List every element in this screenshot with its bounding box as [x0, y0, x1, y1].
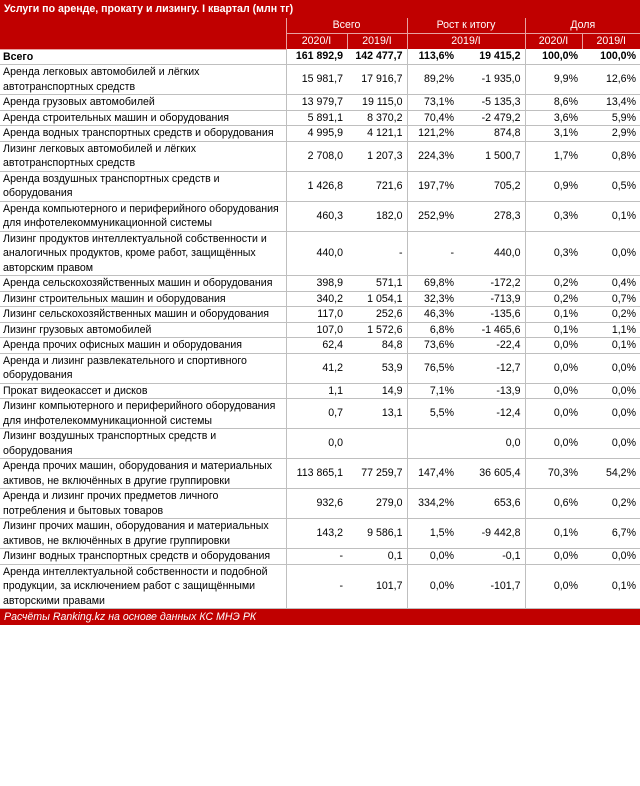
cell-share-2019: 13,4% — [582, 95, 640, 111]
cell-share-2020: 3,6% — [525, 110, 582, 126]
row-name: Аренда легковых автомобилей и лёгких автотранспортных средств — [0, 65, 286, 95]
cell-growth-pct: 224,3% — [407, 141, 458, 171]
cell-total-2019: 19 115,0 — [347, 95, 407, 111]
table-row — [0, 141, 640, 171]
row-name: Аренда сельскохозяйственных машин и оборудования — [0, 276, 286, 292]
header-group-total: Всего — [286, 18, 407, 34]
table-title: Услуги по аренде, прокату и лизингу. I квартал (млн тг) — [0, 0, 640, 18]
table-body — [0, 49, 640, 609]
cell-share-2020: 0,9% — [525, 171, 582, 201]
header-share-2019: 2019/I — [582, 34, 640, 50]
cell-share-2020: 3,1% — [525, 126, 582, 142]
cell-growth-pct: 252,9% — [407, 201, 458, 231]
header-share-2020: 2020/I — [525, 34, 582, 50]
cell-total-2019: 8 370,2 — [347, 110, 407, 126]
cell-total-2020: 117,0 — [286, 307, 347, 323]
row-name: Аренда интеллектуальной собственности и подобной продукции, за исключением работ с защищёнными авторскими правами — [0, 564, 286, 609]
header-group-share: Доля — [525, 18, 640, 34]
cell-share-2020: 0,3% — [525, 231, 582, 276]
cell-growth-abs: -1 465,6 — [458, 322, 525, 338]
cell-total-2019: 0,1 — [347, 549, 407, 565]
row-name: Лизинг компьютерного и периферийного оборудования для инфотелекоммуникационной системы — [0, 399, 286, 429]
table-row — [0, 429, 640, 459]
cell-growth-abs: 0,0 — [458, 429, 525, 459]
cell-growth-abs: 874,8 — [458, 126, 525, 142]
row-name: Аренда компьютерного и периферийного оборудования для инфотелекоммуникационной системы — [0, 201, 286, 231]
cell-growth-abs: -13,9 — [458, 383, 525, 399]
cell-share-2019: 12,6% — [582, 65, 640, 95]
cell-growth-pct: 89,2% — [407, 65, 458, 95]
cell-total-2020: 340,2 — [286, 291, 347, 307]
cell-total-2020: 0,0 — [286, 429, 347, 459]
header-growth-2019: 2019/I — [407, 34, 525, 50]
cell-growth-pct — [407, 429, 458, 459]
cell-total-2020: - — [286, 564, 347, 609]
cell-share-2020: 0,1% — [525, 307, 582, 323]
table-row — [0, 459, 640, 489]
cell-growth-abs: -101,7 — [458, 564, 525, 609]
cell-total-2019: 4 121,1 — [347, 126, 407, 142]
cell-total-2019: 84,8 — [347, 338, 407, 354]
row-name: Аренда воздушных транспортных средств и оборудования — [0, 171, 286, 201]
cell-share-2019: 0,0% — [582, 399, 640, 429]
row-name: Лизинг строительных машин и оборудования — [0, 291, 286, 307]
cell-share-2020: 70,3% — [525, 459, 582, 489]
cell-share-2019: 0,7% — [582, 291, 640, 307]
cell-total-2020: 62,4 — [286, 338, 347, 354]
row-name: Всего — [0, 49, 286, 65]
cell-share-2019: 0,4% — [582, 276, 640, 292]
table-row — [0, 353, 640, 383]
cell-total-2019: 1 572,6 — [347, 322, 407, 338]
table-row — [0, 171, 640, 201]
cell-share-2020: 0,0% — [525, 564, 582, 609]
cell-share-2019: 100,0% — [582, 49, 640, 65]
cell-share-2020: 0,0% — [525, 383, 582, 399]
row-name: Лизинг легковых автомобилей и лёгких автотранспортных средств — [0, 141, 286, 171]
cell-total-2020: 107,0 — [286, 322, 347, 338]
cell-total-2019: 53,9 — [347, 353, 407, 383]
cell-total-2020: - — [286, 549, 347, 565]
cell-growth-pct: 32,3% — [407, 291, 458, 307]
cell-share-2020: 1,7% — [525, 141, 582, 171]
row-name: Аренда водных транспортных средств и оборудования — [0, 126, 286, 142]
row-name: Прокат видеокассет и дисков — [0, 383, 286, 399]
header-group-growth: Рост к итогу — [407, 18, 525, 34]
cell-share-2019: 0,0% — [582, 429, 640, 459]
table-row — [0, 383, 640, 399]
cell-total-2020: 1 426,8 — [286, 171, 347, 201]
row-name: Лизинг прочих машин, оборудования и материальных активов, не включённых в другие группировки — [0, 519, 286, 549]
cell-share-2019: 0,0% — [582, 231, 640, 276]
cell-total-2019: 182,0 — [347, 201, 407, 231]
cell-share-2019: 0,0% — [582, 353, 640, 383]
cell-growth-abs: -12,4 — [458, 399, 525, 429]
cell-share-2020: 0,2% — [525, 291, 582, 307]
cell-growth-pct: 0,0% — [407, 549, 458, 565]
row-name: Аренда строительных машин и оборудования — [0, 110, 286, 126]
cell-growth-pct: 0,0% — [407, 564, 458, 609]
table-row — [0, 291, 640, 307]
cell-share-2020: 9,9% — [525, 65, 582, 95]
cell-share-2020: 0,0% — [525, 338, 582, 354]
cell-growth-abs: -135,6 — [458, 307, 525, 323]
row-name: Лизинг сельскохозяйственных машин и оборудования — [0, 307, 286, 323]
cell-total-2020: 161 892,9 — [286, 49, 347, 65]
table-row — [0, 322, 640, 338]
cell-growth-pct: 7,1% — [407, 383, 458, 399]
cell-share-2019: 1,1% — [582, 322, 640, 338]
source-footnote: Расчёты Ranking.kz на основе данных КС МНЭ РК — [0, 609, 640, 625]
cell-share-2019: 6,7% — [582, 519, 640, 549]
cell-share-2020: 0,1% — [525, 519, 582, 549]
cell-total-2019: 13,1 — [347, 399, 407, 429]
cell-total-2020: 2 708,0 — [286, 141, 347, 171]
cell-share-2019: 0,1% — [582, 201, 640, 231]
cell-share-2019: 0,1% — [582, 564, 640, 609]
cell-share-2019: 0,1% — [582, 338, 640, 354]
table-row — [0, 95, 640, 111]
cell-growth-pct: 73,6% — [407, 338, 458, 354]
table-row — [0, 231, 640, 276]
table-row — [0, 489, 640, 519]
cell-growth-abs: -12,7 — [458, 353, 525, 383]
cell-growth-pct: 5,5% — [407, 399, 458, 429]
table-row — [0, 549, 640, 565]
row-name: Лизинг продуктов интеллектуальной собственности и аналогичных продуктов, кроме работ, защищённых авторским правом — [0, 231, 286, 276]
table-row — [0, 399, 640, 429]
cell-total-2019: 77 259,7 — [347, 459, 407, 489]
cell-total-2019: 721,6 — [347, 171, 407, 201]
cell-growth-abs: -1 935,0 — [458, 65, 525, 95]
cell-share-2020: 0,0% — [525, 353, 582, 383]
cell-total-2020: 143,2 — [286, 519, 347, 549]
header-total-2020: 2020/I — [286, 34, 347, 50]
cell-share-2019: 0,8% — [582, 141, 640, 171]
table-row — [0, 201, 640, 231]
cell-growth-abs: -2 479,2 — [458, 110, 525, 126]
cell-total-2019: 101,7 — [347, 564, 407, 609]
cell-total-2020: 398,9 — [286, 276, 347, 292]
cell-growth-pct: - — [407, 231, 458, 276]
cell-total-2019: 1 054,1 — [347, 291, 407, 307]
cell-growth-abs: -713,9 — [458, 291, 525, 307]
cell-share-2020: 0,1% — [525, 322, 582, 338]
cell-total-2019: - — [347, 231, 407, 276]
table-row — [0, 564, 640, 609]
cell-share-2020: 0,2% — [525, 276, 582, 292]
cell-growth-pct: 46,3% — [407, 307, 458, 323]
data-table — [0, 18, 640, 609]
cell-total-2020: 1,1 — [286, 383, 347, 399]
cell-total-2020: 13 979,7 — [286, 95, 347, 111]
cell-growth-abs: 278,3 — [458, 201, 525, 231]
cell-growth-abs: -5 135,3 — [458, 95, 525, 111]
cell-growth-abs: 440,0 — [458, 231, 525, 276]
cell-total-2019: 252,6 — [347, 307, 407, 323]
cell-growth-abs: -9 442,8 — [458, 519, 525, 549]
cell-total-2020: 932,6 — [286, 489, 347, 519]
cell-total-2020: 113 865,1 — [286, 459, 347, 489]
cell-growth-abs: 19 415,2 — [458, 49, 525, 65]
cell-growth-pct: 76,5% — [407, 353, 458, 383]
table-row — [0, 307, 640, 323]
cell-share-2020: 0,0% — [525, 429, 582, 459]
cell-growth-abs: 705,2 — [458, 171, 525, 201]
cell-growth-abs: -22,4 — [458, 338, 525, 354]
cell-share-2019: 2,9% — [582, 126, 640, 142]
header-name-blank — [0, 18, 286, 49]
cell-growth-pct: 147,4% — [407, 459, 458, 489]
cell-growth-abs: -0,1 — [458, 549, 525, 565]
header-total-2019: 2019/I — [347, 34, 407, 50]
cell-share-2020: 100,0% — [525, 49, 582, 65]
cell-growth-pct: 197,7% — [407, 171, 458, 201]
cell-total-2020: 440,0 — [286, 231, 347, 276]
cell-growth-pct: 6,8% — [407, 322, 458, 338]
cell-share-2019: 0,5% — [582, 171, 640, 201]
cell-growth-abs: -172,2 — [458, 276, 525, 292]
cell-total-2019: 571,1 — [347, 276, 407, 292]
table-row — [0, 65, 640, 95]
cell-share-2020: 0,0% — [525, 549, 582, 565]
cell-share-2020: 8,6% — [525, 95, 582, 111]
cell-total-2019: 142 477,7 — [347, 49, 407, 65]
row-name: Аренда и лизинг развлекательного и спортивного оборудования — [0, 353, 286, 383]
row-name: Аренда прочих машин, оборудования и материальных активов, не включённых в другие группировки — [0, 459, 286, 489]
cell-total-2020: 15 981,7 — [286, 65, 347, 95]
table-row — [0, 276, 640, 292]
row-name: Лизинг водных транспортных средств и оборудования — [0, 549, 286, 565]
row-name: Лизинг грузовых автомобилей — [0, 322, 286, 338]
cell-growth-pct: 121,2% — [407, 126, 458, 142]
cell-total-2020: 0,7 — [286, 399, 347, 429]
cell-share-2019: 0,0% — [582, 383, 640, 399]
cell-share-2020: 0,3% — [525, 201, 582, 231]
cell-share-2020: 0,0% — [525, 399, 582, 429]
cell-total-2020: 41,2 — [286, 353, 347, 383]
cell-growth-pct: 69,8% — [407, 276, 458, 292]
cell-growth-pct: 113,6% — [407, 49, 458, 65]
cell-share-2019: 54,2% — [582, 459, 640, 489]
cell-total-2019: 9 586,1 — [347, 519, 407, 549]
row-name: Аренда грузовых автомобилей — [0, 95, 286, 111]
cell-total-2019: 1 207,3 — [347, 141, 407, 171]
cell-growth-abs: 1 500,7 — [458, 141, 525, 171]
cell-share-2019: 5,9% — [582, 110, 640, 126]
table-header — [0, 18, 640, 49]
cell-share-2019: 0,2% — [582, 489, 640, 519]
cell-total-2020: 4 995,9 — [286, 126, 347, 142]
cell-growth-pct: 73,1% — [407, 95, 458, 111]
cell-growth-abs: 36 605,4 — [458, 459, 525, 489]
cell-share-2019: 0,2% — [582, 307, 640, 323]
cell-total-2019: 17 916,7 — [347, 65, 407, 95]
table-row — [0, 338, 640, 354]
row-name: Лизинг воздушных транспортных средств и оборудования — [0, 429, 286, 459]
cell-share-2020: 0,6% — [525, 489, 582, 519]
cell-growth-pct: 1,5% — [407, 519, 458, 549]
row-name: Аренда прочих офисных машин и оборудования — [0, 338, 286, 354]
table-row — [0, 519, 640, 549]
cell-total-2020: 5 891,1 — [286, 110, 347, 126]
cell-share-2019: 0,0% — [582, 549, 640, 565]
table-row-total — [0, 49, 640, 65]
cell-total-2019: 279,0 — [347, 489, 407, 519]
cell-growth-pct: 334,2% — [407, 489, 458, 519]
cell-growth-pct: 70,4% — [407, 110, 458, 126]
table-row — [0, 126, 640, 142]
cell-total-2020: 460,3 — [286, 201, 347, 231]
cell-total-2019: 14,9 — [347, 383, 407, 399]
cell-growth-abs: 653,6 — [458, 489, 525, 519]
table-row — [0, 110, 640, 126]
row-name: Аренда и лизинг прочих предметов личного потребления и бытовых товаров — [0, 489, 286, 519]
cell-total-2019 — [347, 429, 407, 459]
